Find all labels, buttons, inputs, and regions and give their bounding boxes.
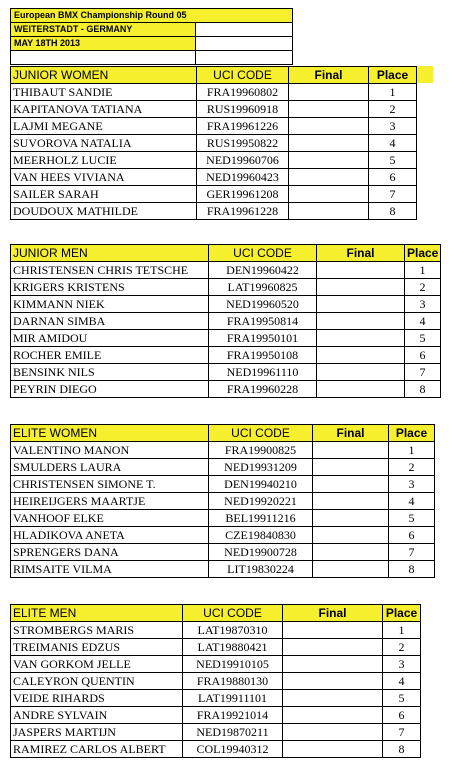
section-title: ELITE MEN	[11, 605, 183, 622]
rider-name: SPRENGERS DANA	[11, 544, 209, 561]
place-number: 7	[369, 186, 417, 203]
place-number: 2	[405, 279, 441, 296]
place-number: 8	[383, 741, 421, 758]
final-result	[283, 673, 383, 690]
place-number: 4	[405, 313, 441, 330]
final-result	[289, 169, 369, 186]
place-number: 1	[369, 84, 417, 101]
final-result	[289, 186, 369, 203]
uci-code: CZE19840830	[209, 527, 313, 544]
rider-name: RIMSAITE VILMA	[11, 561, 209, 578]
uci-code: FRA19960802	[197, 84, 289, 101]
uci-code: LAT19880421	[183, 639, 283, 656]
place-number: 4	[369, 135, 417, 152]
final-result	[283, 639, 383, 656]
uci-code: FRA19880130	[183, 673, 283, 690]
col-final-header: Final	[317, 245, 405, 262]
place-number: 5	[389, 510, 435, 527]
rider-name: SAILER SARAH	[11, 186, 197, 203]
uci-code: FRA19950101	[209, 330, 317, 347]
uci-code: GER19961208	[197, 186, 289, 203]
uci-code: FRA19900825	[209, 442, 313, 459]
place-number: 4	[389, 493, 435, 510]
rider-name: SMULDERS LAURA	[11, 459, 209, 476]
rider-name: VALENTINO MANON	[11, 442, 209, 459]
rider-name: VANHOOF ELKE	[11, 510, 209, 527]
rider-name: BENSINK NILS	[11, 364, 209, 381]
rider-name: RAMIREZ CARLOS ALBERT	[11, 741, 183, 758]
rider-name: ANDRE SYLVAIN	[11, 707, 183, 724]
table-row	[11, 330, 441, 347]
place-number: 6	[405, 347, 441, 364]
final-result	[317, 381, 405, 398]
final-result	[317, 313, 405, 330]
section-rows	[11, 84, 417, 220]
rider-name: VEIDE RIHARDS	[11, 690, 183, 707]
uci-code: NED19910105	[183, 656, 283, 673]
uci-code: FRA19961228	[197, 203, 289, 220]
place-number: 1	[405, 262, 441, 279]
table-row	[11, 169, 417, 186]
uci-code: LIT19830224	[209, 561, 313, 578]
rider-name: CHRISTENSEN CHRIS TETSCHE	[11, 262, 209, 279]
final-result	[317, 347, 405, 364]
place-number: 7	[405, 364, 441, 381]
table-row	[11, 84, 417, 101]
uci-code: RUS19950822	[197, 135, 289, 152]
rider-name: LAJMI MEGANE	[11, 118, 197, 135]
col-final-header: Final	[289, 67, 369, 84]
final-result	[289, 135, 369, 152]
final-result	[283, 724, 383, 741]
final-result	[313, 476, 389, 493]
place-number: 3	[369, 118, 417, 135]
table-row	[11, 313, 441, 330]
uci-code: NED19920221	[209, 493, 313, 510]
table-row	[11, 656, 421, 673]
col-place-header: Place	[389, 425, 435, 442]
place-number: 5	[405, 330, 441, 347]
place-number: 7	[389, 544, 435, 561]
uci-code: RUS19960918	[197, 101, 289, 118]
uci-code: NED19931209	[209, 459, 313, 476]
final-result	[313, 527, 389, 544]
section-title: JUNIOR WOMEN	[11, 67, 197, 84]
highlight-tail	[416, 66, 433, 83]
final-result	[283, 707, 383, 724]
uci-code: NED19960520	[209, 296, 317, 313]
rider-name: VAN HEES VIVIANA	[11, 169, 197, 186]
table-row	[11, 442, 435, 459]
final-result	[283, 741, 383, 758]
results-table-junior-men	[10, 244, 441, 398]
rider-name: DOUDOUX MATHILDE	[11, 203, 197, 220]
final-result	[317, 296, 405, 313]
final-result	[313, 493, 389, 510]
table-row	[11, 544, 435, 561]
col-uci-header: UCI CODE	[197, 67, 289, 84]
final-result	[289, 101, 369, 118]
place-number: 2	[389, 459, 435, 476]
place-number: 3	[389, 476, 435, 493]
event-header	[10, 8, 293, 65]
table-row	[11, 135, 417, 152]
event-title: European BMX Championship Round 05	[11, 9, 293, 23]
table-row	[11, 296, 441, 313]
final-result	[283, 690, 383, 707]
uci-code: NED19900728	[209, 544, 313, 561]
results-table-elite-men	[10, 604, 421, 758]
place-number: 8	[405, 381, 441, 398]
final-result	[317, 262, 405, 279]
uci-code: FRA19950108	[209, 347, 317, 364]
table-row	[11, 527, 435, 544]
table-row	[11, 364, 441, 381]
table-row	[11, 186, 417, 203]
table-row	[11, 639, 421, 656]
uci-code: COL19940312	[183, 741, 283, 758]
final-result	[317, 330, 405, 347]
table-row	[11, 101, 417, 118]
col-place-header: Place	[383, 605, 421, 622]
table-row	[11, 493, 435, 510]
rider-name: VAN GORKOM JELLE	[11, 656, 183, 673]
results-table-junior-women	[10, 66, 417, 220]
uci-code: FRA19960228	[209, 381, 317, 398]
uci-code: NED19961110	[209, 364, 317, 381]
place-number: 7	[383, 724, 421, 741]
place-number: 2	[383, 639, 421, 656]
final-result	[313, 544, 389, 561]
uci-code: FRA19921014	[183, 707, 283, 724]
table-row	[11, 203, 417, 220]
section-title: ELITE WOMEN	[11, 425, 209, 442]
col-final-header: Final	[283, 605, 383, 622]
rider-name: JASPERS MARTIJN	[11, 724, 183, 741]
rider-name: ROCHER EMILE	[11, 347, 209, 364]
rider-name: HLADIKOVA ANETA	[11, 527, 209, 544]
table-row	[11, 673, 421, 690]
uci-code: NED19960706	[197, 152, 289, 169]
table-row	[11, 118, 417, 135]
final-result	[289, 203, 369, 220]
final-result	[313, 459, 389, 476]
place-number: 6	[369, 169, 417, 186]
place-number: 1	[383, 622, 421, 639]
final-result	[313, 442, 389, 459]
uci-code: LAT19960825	[209, 279, 317, 296]
table-row	[11, 561, 435, 578]
place-number: 4	[383, 673, 421, 690]
rider-name: HEIREIJGERS MAARTJE	[11, 493, 209, 510]
table-row	[11, 152, 417, 169]
rider-name: MEERHOLZ LUCIE	[11, 152, 197, 169]
place-number: 3	[405, 296, 441, 313]
col-place-header: Place	[369, 67, 417, 84]
section-rows	[11, 622, 421, 758]
final-result	[283, 656, 383, 673]
table-row	[11, 510, 435, 527]
table-row	[11, 724, 421, 741]
rider-name: KAPITANOVA TATIANA	[11, 101, 197, 118]
place-number: 2	[369, 101, 417, 118]
uci-code: BEL19911216	[209, 510, 313, 527]
final-result	[289, 118, 369, 135]
col-uci-header: UCI CODE	[209, 245, 317, 262]
uci-code: DEN19940210	[209, 476, 313, 493]
section-rows	[11, 442, 435, 578]
event-date: MAY 18TH 2013	[11, 37, 196, 51]
place-number: 6	[383, 707, 421, 724]
section-rows	[11, 262, 441, 398]
rider-name: TREIMANIS EDZUS	[11, 639, 183, 656]
uci-code: LAT19870310	[183, 622, 283, 639]
place-number: 5	[369, 152, 417, 169]
place-number: 6	[389, 527, 435, 544]
table-row	[11, 381, 441, 398]
table-row	[11, 707, 421, 724]
final-result	[289, 152, 369, 169]
event-location: WEITERSTADT - GERMANY	[11, 23, 196, 37]
uci-code: FRA19961226	[197, 118, 289, 135]
uci-code: NED19960423	[197, 169, 289, 186]
final-result	[313, 510, 389, 527]
table-row	[11, 741, 421, 758]
table-row	[11, 459, 435, 476]
place-number: 3	[383, 656, 421, 673]
place-number: 1	[389, 442, 435, 459]
table-row	[11, 347, 441, 364]
final-result	[317, 364, 405, 381]
rider-name: KIMMANN NIEK	[11, 296, 209, 313]
uci-code: FRA19950814	[209, 313, 317, 330]
place-number: 8	[389, 561, 435, 578]
table-row	[11, 262, 441, 279]
section-title: JUNIOR MEN	[11, 245, 209, 262]
table-row	[11, 690, 421, 707]
final-result	[289, 84, 369, 101]
uci-code: DEN19960422	[209, 262, 317, 279]
col-final-header: Final	[313, 425, 389, 442]
rider-name: KRIGERS KRISTENS	[11, 279, 209, 296]
final-result	[317, 279, 405, 296]
rider-name: MIR AMIDOU	[11, 330, 209, 347]
rider-name: CALEYRON QUENTIN	[11, 673, 183, 690]
table-row	[11, 622, 421, 639]
uci-code: NED19870211	[183, 724, 283, 741]
rider-name: THIBAUT SANDIE	[11, 84, 197, 101]
col-uci-header: UCI CODE	[209, 425, 313, 442]
final-result	[283, 622, 383, 639]
rider-name: DARNAN SIMBA	[11, 313, 209, 330]
rider-name: STROMBERGS MARIS	[11, 622, 183, 639]
table-row	[11, 476, 435, 493]
table-row	[11, 279, 441, 296]
results-table-elite-women	[10, 424, 435, 578]
uci-code: LAT19911101	[183, 690, 283, 707]
place-number: 8	[369, 203, 417, 220]
rider-name: PEYRIN DIEGO	[11, 381, 209, 398]
place-number: 5	[383, 690, 421, 707]
col-place-header: Place	[405, 245, 441, 262]
rider-name: CHRISTENSEN SIMONE T.	[11, 476, 209, 493]
col-uci-header: UCI CODE	[183, 605, 283, 622]
rider-name: SUVOROVA NATALIA	[11, 135, 197, 152]
final-result	[313, 561, 389, 578]
